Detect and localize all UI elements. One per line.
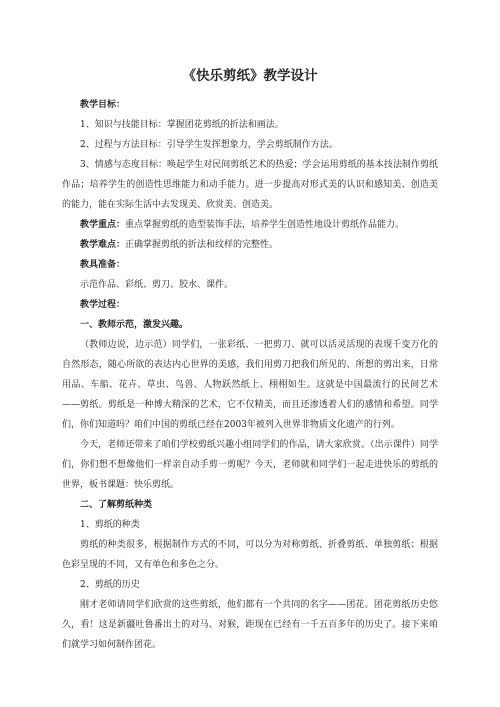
process-heading: 教学过程：: [80, 300, 126, 310]
key-point: [62, 215, 438, 235]
key-point-label: 教学重点：: [80, 220, 126, 230]
sub-2-heading: 2、剪纸的历史: [80, 580, 140, 590]
difficulty-label: 教学难点：: [80, 240, 126, 250]
document-title: 《快乐剪纸》教学设计: [182, 68, 318, 84]
difficulty: [62, 235, 438, 255]
difficulty-text: 正确掌握剪纸的折法和纹样的完整性。: [125, 240, 279, 250]
key-point-text: 重点掌握剪纸的造型装饰手法，培养学生创造性地设计剪纸作品能力。: [125, 220, 405, 230]
sub-2-text: 刚才老师请同学们欣赏的这些剪纸，他们都有一个共同的名字——团花。团花剪纸历史悠久，看！这是新疆吐鲁番出土的对马、对猴，距现在已经有一千五百多年的历史了。接下来咱们就学习如何制作团花。: [62, 600, 438, 650]
sub-1-text: 剪纸的种类很多，根据制作方式的不同，可以分为对称剪纸、折叠剪纸、单独剪纸；根据色彩呈现的不同，又有单色和多色之分。: [62, 540, 438, 570]
section-1-paragraph-1: （教师边说，边示范）同学们，一张彩纸、一把剪刀、就可以活灵活现的表现千变万化的自然形态，随心所欲的表达内心世界的美感，我们用剪刀把我们所见的、所想的剪出来，日常用品、车船、花卉、草虫、鸟兽、人物跃然纸上、栩栩如生。这就是中国最流行的民间艺术——剪纸。剪纸是一种博大精深的艺术，它不仅精美，而且还渗透着人们的感情和希望。同学们，你们知道吗？咱们中国的剪纸已经在2003年被列入世界非物质文化遗产的行列。: [62, 340, 438, 430]
goal-2: 2、过程与方法目标：引导学生发挥想象力，学会剪纸制作方法。: [80, 140, 338, 150]
section-1-paragraph-2: 今天，老师还带来了咱们学校剪纸兴趣小组同学们的作品，请大家欣赏。（出示课件）同学们，你们想不想像他们一样亲自动手剪一剪呢？今天，老师就和同学们一起走进快乐的剪纸的世界，板书课题：快乐剪纸。: [62, 440, 438, 490]
prep-heading: 教具准备：: [80, 260, 126, 270]
goals-heading: 教学目标：: [80, 100, 126, 110]
goal-1: 1、知识与技能目标：掌握团花剪纸的折法和画法。: [80, 120, 284, 130]
prep-text: 示范作品、彩纸、剪刀、胶水、课件。: [80, 280, 234, 290]
section-1-heading: 一、教师示范，激发兴趣。: [80, 320, 189, 330]
goal-3: 3、情感与态度目标：唤起学生对民间剪纸艺术的热爱；学会运用剪纸的基本技法制作剪纸作品；培养学生的创造性思维能力和动手能力。进一步提高对形式美的认识和感知美、创造美的能力，能在实际生活中去发现美、欣赏美、创造美。: [62, 160, 438, 210]
sub-1-heading: 1、剪纸的种类: [80, 520, 140, 530]
section-2-heading: 二、了解剪纸种类: [80, 500, 153, 510]
